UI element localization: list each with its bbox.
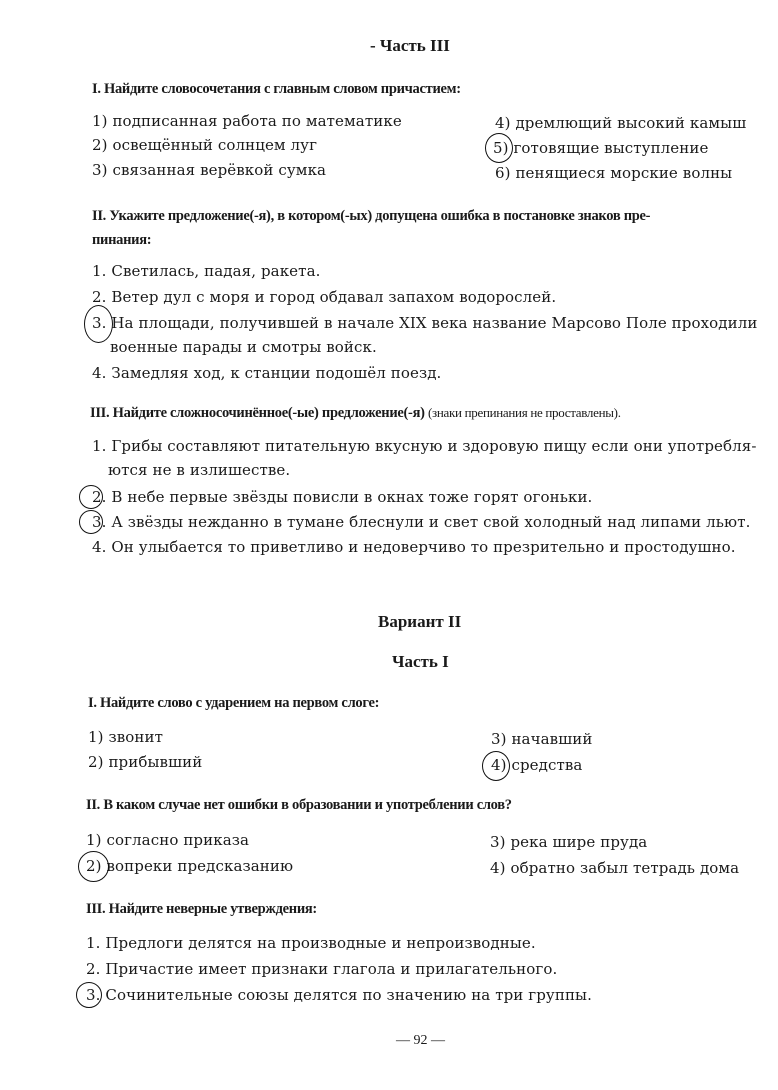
question-note: (знаки препинания не проставлены). bbox=[428, 405, 621, 420]
question-heading: I. Найдите словосочетания с главным словом причастием: bbox=[92, 81, 461, 97]
part-title: Часть I bbox=[392, 652, 449, 671]
question-heading-continued: пинания: bbox=[92, 232, 152, 248]
answer-item: 1. Грибы составляют питательную вкусную и здоровую пищу если они употребля- bbox=[92, 437, 757, 455]
answer-option: 4) средства bbox=[491, 756, 583, 774]
question-heading bbox=[90, 405, 621, 422]
question-heading: I. Найдите слово с ударением на первом слоге: bbox=[88, 695, 380, 711]
variant-title: Вариант II bbox=[378, 612, 462, 631]
question-heading: III. Найдите неверные утверждения: bbox=[86, 901, 317, 917]
part-title: - Часть III bbox=[370, 36, 450, 55]
answer-option: 2) прибывший bbox=[88, 753, 203, 771]
answer-item: 3. Сочинительные союзы делятся по значению на три группы. bbox=[86, 986, 592, 1004]
answer-item: 1. Светилась, падая, ракета. bbox=[92, 262, 321, 280]
question-heading-text: III. Найдите сложносочинённое(-ые) предложение(-я) bbox=[90, 405, 425, 421]
answer-item: 4. Он улыбается то приветливо и недоверчиво то презрительно и простодушно. bbox=[92, 538, 736, 556]
answer-item: 1. Предлоги делятся на производные и непроизводные. bbox=[86, 934, 536, 952]
answer-item: 2. В небе первые звёзды повисли в окнах тоже горят огоньки. bbox=[92, 488, 593, 506]
answer-option: 3) связанная верёвкой сумка bbox=[92, 161, 327, 179]
answer-item-continued: военные парады и смотры войск. bbox=[110, 338, 377, 356]
answer-item: 2. Ветер дул с моря и город обдавал запахом водорослей. bbox=[92, 288, 557, 306]
answer-item: 3. А звёзды нежданно в тумане блеснули и свет свой холодный над липами льют. bbox=[92, 513, 751, 531]
question-heading: II. Укажите предложение(-я), в котором(-ых) допущена ошибка в постановке знаков пре- bbox=[92, 208, 651, 224]
answer-option: 1) подписанная работа по математике bbox=[92, 112, 402, 130]
answer-option: 1) согласно приказа bbox=[86, 831, 250, 849]
answer-option: 3) начавший bbox=[491, 730, 593, 748]
answer-option: 2) вопреки предсказанию bbox=[86, 857, 294, 875]
answer-option: 4) дремлющий высокий камыш bbox=[495, 114, 747, 132]
answer-option: 2) освещённый солнцем луг bbox=[92, 136, 318, 154]
answer-option: 4) обратно забыл тетрадь дома bbox=[490, 859, 740, 877]
answer-item: 3. На площади, получившей в начале XIX века название Марсово Поле проходили bbox=[92, 314, 758, 332]
answer-item-continued: ются не в излишестве. bbox=[108, 461, 291, 479]
answer-option: 5) готовящие выступление bbox=[493, 139, 709, 157]
answer-option: 3) река шире пруда bbox=[490, 833, 648, 851]
answer-item: 4. Замедляя ход, к станции подошёл поезд. bbox=[92, 364, 442, 382]
question-heading: II. В каком случае нет ошибки в образовании и употреблении слов? bbox=[86, 797, 512, 813]
answer-option: 1) звонит bbox=[88, 728, 164, 746]
answer-item: 2. Причастие имеет признаки глагола и прилагательного. bbox=[86, 960, 558, 978]
answer-option: 6) пенящиеся морские волны bbox=[495, 164, 733, 182]
page-number: — 92 — bbox=[396, 1033, 445, 1048]
